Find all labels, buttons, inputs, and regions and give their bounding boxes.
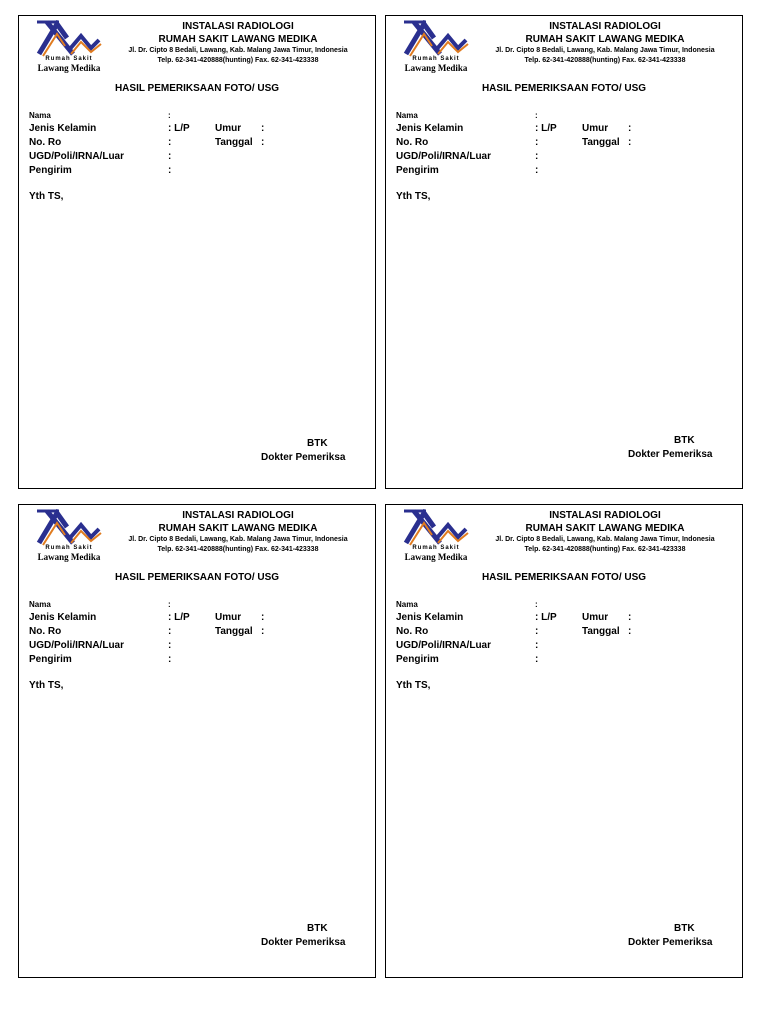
label-ugd: UGD/Poli/IRNA/Luar: [29, 640, 125, 651]
label-no-ro: No. Ro: [29, 626, 62, 637]
form-title: HASIL PEMERIKSAAN FOTO/ USG: [481, 83, 647, 94]
greeting: Yth TS,: [29, 191, 64, 202]
colon-ugd: :: [535, 151, 539, 162]
logo-line2: Lawang Medika: [404, 552, 468, 562]
label-jenis-kelamin: Jenis Kelamin: [396, 123, 464, 134]
hospital-logo: [33, 20, 105, 74]
colon-umur: :: [261, 612, 265, 623]
colon-pengirim: :: [535, 165, 539, 176]
btk-label: BTK: [307, 438, 328, 449]
header-unit: INSTALASI RADIOLOGI: [182, 510, 294, 521]
logo-line2: Lawang Medika: [404, 63, 468, 73]
doctor-label: Dokter Pemeriksa: [628, 937, 713, 948]
header-phone: Telp. 62-341-420888(hunting) Fax. 62-341-423338: [524, 546, 686, 553]
colon-nama: :: [168, 600, 171, 609]
report-form: [385, 504, 743, 978]
header-unit: INSTALASI RADIOLOGI: [549, 510, 661, 521]
label-ugd: UGD/Poli/IRNA/Luar: [29, 151, 125, 162]
colon-tanggal: :: [628, 626, 632, 637]
hospital-logo: [33, 509, 105, 563]
doctor-label: Dokter Pemeriksa: [261, 452, 346, 463]
colon-ugd: :: [168, 151, 172, 162]
btk-label: BTK: [307, 923, 328, 934]
form-title: HASIL PEMERIKSAAN FOTO/ USG: [114, 83, 280, 94]
label-no-ro: No. Ro: [396, 137, 429, 148]
colon-pengirim: :: [168, 654, 172, 665]
label-umur: Umur: [215, 123, 242, 134]
header-phone: Telp. 62-341-420888(hunting) Fax. 62-341-423338: [524, 57, 686, 64]
colon-nama: :: [535, 111, 538, 120]
colon-no-ro: :: [535, 137, 539, 148]
header-unit: INSTALASI RADIOLOGI: [182, 21, 294, 32]
report-form: [18, 15, 376, 489]
logo-mark-icon: [400, 509, 472, 549]
header-address: Jl. Dr. Cipto 8 Bedali, Lawang, Kab. Malang Jawa Timur, Indonesia: [128, 536, 348, 543]
value-lp: : L/P: [535, 612, 557, 623]
label-pengirim: Pengirim: [396, 654, 439, 665]
doctor-label: Dokter Pemeriksa: [628, 449, 713, 460]
logo-mark-icon: [33, 509, 105, 549]
colon-nama: :: [168, 111, 171, 120]
colon-no-ro: :: [168, 626, 172, 637]
hospital-logo: [400, 509, 472, 563]
value-lp: : L/P: [535, 123, 557, 134]
label-jenis-kelamin: Jenis Kelamin: [29, 612, 97, 623]
label-jenis-kelamin: Jenis Kelamin: [29, 123, 97, 134]
colon-umur: :: [261, 123, 265, 134]
label-pengirim: Pengirim: [396, 165, 439, 176]
greeting: Yth TS,: [396, 680, 431, 691]
label-jenis-kelamin: Jenis Kelamin: [396, 612, 464, 623]
logo-line1: Rumah Sakit: [412, 56, 460, 62]
hospital-logo: [400, 20, 472, 74]
colon-tanggal: :: [261, 626, 265, 637]
logo-line1: Rumah Sakit: [412, 545, 460, 551]
colon-no-ro: :: [168, 137, 172, 148]
header-address: Jl. Dr. Cipto 8 Bedali, Lawang, Kab. Malang Jawa Timur, Indonesia: [128, 47, 348, 54]
header-hospital: RUMAH SAKIT LAWANG MEDIKA: [525, 523, 685, 534]
label-tanggal: Tanggal: [215, 137, 253, 148]
header-hospital: RUMAH SAKIT LAWANG MEDIKA: [158, 34, 318, 45]
greeting: Yth TS,: [29, 680, 64, 691]
logo-line1: Rumah Sakit: [45, 56, 93, 62]
colon-ugd: :: [168, 640, 172, 651]
logo-line1: Rumah Sakit: [45, 545, 93, 551]
label-umur: Umur: [582, 612, 609, 623]
label-ugd: UGD/Poli/IRNA/Luar: [396, 151, 492, 162]
label-pengirim: Pengirim: [29, 654, 72, 665]
label-no-ro: No. Ro: [29, 137, 62, 148]
colon-umur: :: [628, 123, 632, 134]
label-pengirim: Pengirim: [29, 165, 72, 176]
label-no-ro: No. Ro: [396, 626, 429, 637]
header-address: Jl. Dr. Cipto 8 Bedali, Lawang, Kab. Malang Jawa Timur, Indonesia: [495, 47, 715, 54]
colon-tanggal: :: [628, 137, 632, 148]
logo-mark-icon: [400, 20, 472, 60]
header-hospital: RUMAH SAKIT LAWANG MEDIKA: [525, 34, 685, 45]
report-form: [18, 504, 376, 978]
label-nama: Nama: [29, 111, 51, 120]
colon-umur: :: [628, 612, 632, 623]
colon-no-ro: :: [535, 626, 539, 637]
form-title: HASIL PEMERIKSAAN FOTO/ USG: [481, 572, 647, 583]
logo-mark-icon: [33, 20, 105, 60]
header-hospital: RUMAH SAKIT LAWANG MEDIKA: [158, 523, 318, 534]
header-phone: Telp. 62-341-420888(hunting) Fax. 62-341-423338: [157, 57, 319, 64]
colon-pengirim: :: [168, 165, 172, 176]
logo-line2: Lawang Medika: [37, 552, 101, 562]
label-tanggal: Tanggal: [215, 626, 253, 637]
btk-label: BTK: [674, 435, 695, 446]
colon-pengirim: :: [535, 654, 539, 665]
label-nama: Nama: [396, 111, 418, 120]
colon-tanggal: :: [261, 137, 265, 148]
greeting: Yth TS,: [396, 191, 431, 202]
doctor-label: Dokter Pemeriksa: [261, 937, 346, 948]
form-title: HASIL PEMERIKSAAN FOTO/ USG: [114, 572, 280, 583]
value-lp: : L/P: [168, 612, 190, 623]
value-lp: : L/P: [168, 123, 190, 134]
label-tanggal: Tanggal: [582, 137, 620, 148]
label-umur: Umur: [582, 123, 609, 134]
report-form: [385, 15, 743, 489]
header-address: Jl. Dr. Cipto 8 Bedali, Lawang, Kab. Malang Jawa Timur, Indonesia: [495, 536, 715, 543]
label-ugd: UGD/Poli/IRNA/Luar: [396, 640, 492, 651]
header-phone: Telp. 62-341-420888(hunting) Fax. 62-341-423338: [157, 546, 319, 553]
colon-nama: :: [535, 600, 538, 609]
btk-label: BTK: [674, 923, 695, 934]
label-umur: Umur: [215, 612, 242, 623]
header-unit: INSTALASI RADIOLOGI: [549, 21, 661, 32]
logo-line2: Lawang Medika: [37, 63, 101, 73]
colon-ugd: :: [535, 640, 539, 651]
label-nama: Nama: [396, 600, 418, 609]
label-nama: Nama: [29, 600, 51, 609]
label-tanggal: Tanggal: [582, 626, 620, 637]
